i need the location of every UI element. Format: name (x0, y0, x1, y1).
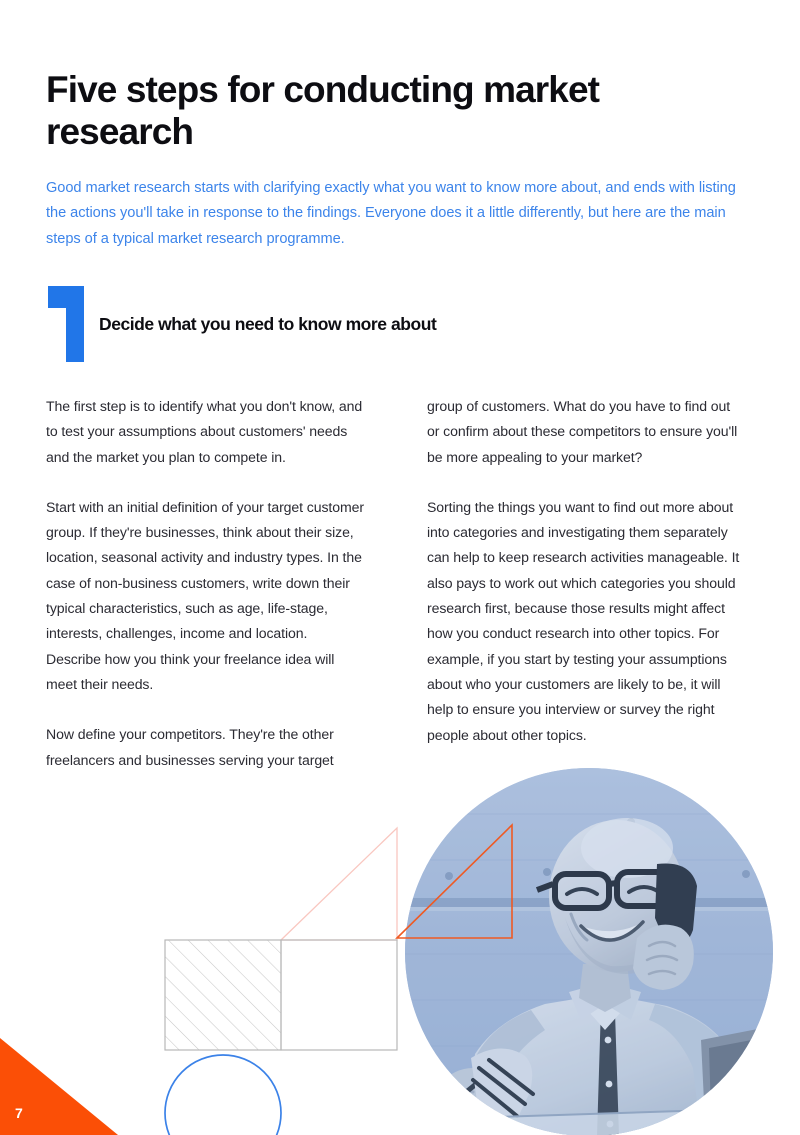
portrait-photo-illustration (405, 768, 773, 1135)
paragraph: Start with an initial definition of your target customer group. If they're businesses, think about their size, location, seasonal activity and industry types. In the case of non-business customers, write down their typical characteristics, such as age, life-stage, interests, challenges, income and location. Describe how you think your freelance idea will meet their needs. (46, 498, 364, 692)
numeral-stem (66, 286, 84, 362)
left-column (46, 394, 365, 773)
right-column (427, 394, 746, 773)
page-title: Five steps for conducting market research (46, 68, 600, 152)
step-number-glyph (46, 286, 86, 362)
page-corner-flag (0, 1038, 118, 1135)
body-columns (46, 394, 746, 773)
hatched-square (165, 940, 281, 1050)
step-header (46, 286, 646, 364)
paragraph: Sorting the things you want to find out more about into categories and investigating them separately can help to keep research activities manageable. It also pays to work out which categories you should research first, because those results might affect how you conduct research into other topics. For example, if you start by testing your assumptions about who your customers are likely to be, it will help to ensure you interview or survey the right people about other topics. (427, 498, 740, 743)
pink-triangle (281, 828, 397, 940)
numeral-flag (48, 286, 68, 308)
paragraph: Now define your competitors. They're the other freelancers and businesses serving your target (46, 726, 334, 768)
outline-square (281, 940, 397, 1050)
paragraph: The first step is to identify what you don't know, and to test your assumptions about customers' needs and the market you plan to compete in. (46, 398, 363, 465)
step-heading: Decide what you need to know more about (99, 314, 437, 334)
step-number (46, 286, 86, 362)
blue-circle (165, 1055, 281, 1135)
page-number: 7 (15, 1105, 23, 1121)
intro-paragraph: Good market research starts with clarifying exactly what you want to know more about, and ends with listing the actions you'll take in response to the findings. Everyone does it a little differently, but here are the main steps of a typical market research programme. (46, 179, 736, 247)
paragraph: group of customers. What do you have to find out or confirm about these competitors to ensure you'll be more appealing to your market? (427, 398, 738, 465)
portrait-photo (405, 768, 773, 1135)
hatched-square-fill (165, 940, 281, 1050)
